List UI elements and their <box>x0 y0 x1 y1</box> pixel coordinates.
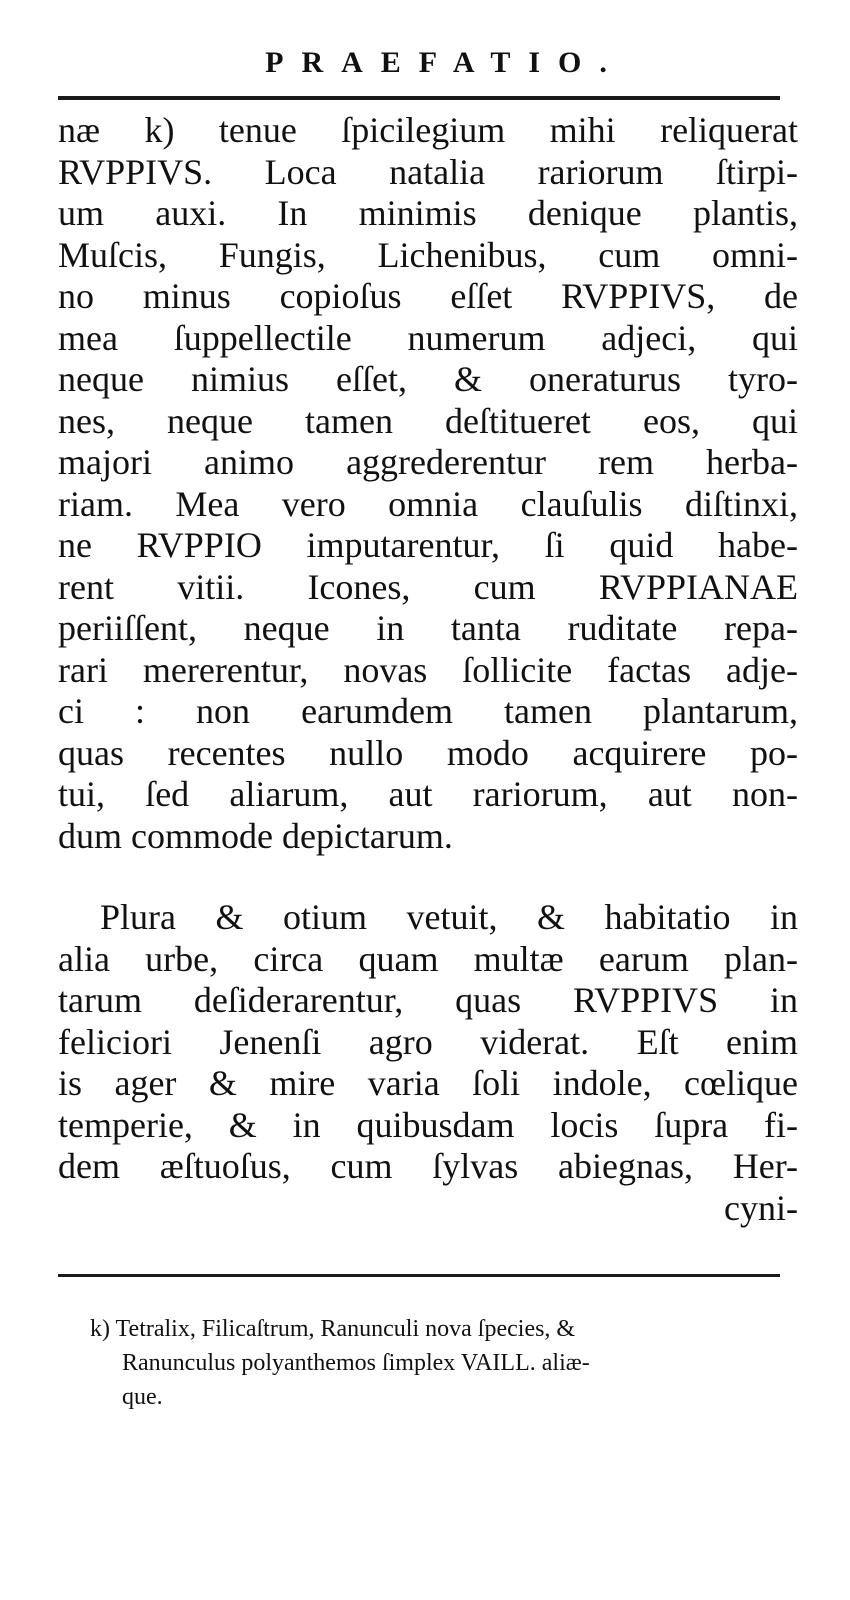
text-line: nes, neque tamen deſtitueret eos, qui <box>58 400 798 441</box>
text-line: tarum deſiderarentur, quas RVPPIVS in <box>58 980 798 1020</box>
header-rule <box>58 96 780 100</box>
text-line: mea ſuppellectile numerum adjeci, qui <box>58 317 798 358</box>
text-line: dem æſtuoſus, cum ſylvas abiegnas, Her- <box>58 1146 798 1186</box>
text-line: tui, ſed aliarum, aut rariorum, aut non- <box>58 774 798 814</box>
text-line: quas recentes nullo modo acquirere po- <box>58 732 798 773</box>
footnote-line: Ranunculus polyanthemos ſimplex VAILL. aliæ- <box>122 1350 590 1376</box>
text-line: RVPPIVS. Loca natalia rariorum ſtirpi- <box>58 151 798 192</box>
running-head: PRAEFATIO. <box>265 46 625 79</box>
text-line: is ager & mire varia ſoli indole, cœlique <box>58 1063 798 1103</box>
footnote-line: k) Tetralix, Filicaſtrum, Ranunculi nova ſpecies, & <box>90 1316 576 1342</box>
footnote <box>90 1312 790 1414</box>
text-line: ne RVPPIO imputarentur, ſi quid habe- <box>58 525 798 565</box>
text-line: no minus copioſus eſſet RVPPIVS, de <box>58 276 798 316</box>
text-line: næ k) tenue ſpicilegium mihi reliquerat <box>58 110 798 150</box>
text-line: Plura & otium vetuit, & habitatio in <box>100 897 798 937</box>
text-line: majori animo aggrederentur rem herba- <box>58 442 798 482</box>
text-line: Muſcis, Fungis, Lichenibus, cum omni- <box>58 234 798 275</box>
text-line: rari mererentur, novas ſollicite factas adje- <box>58 649 798 690</box>
text-line: feliciori Jenenſi agro viderat. Eſt enim <box>58 1021 798 1062</box>
catchword: cyni- <box>724 1187 798 1228</box>
text-line: um auxi. In minimis denique plantis, <box>58 193 798 233</box>
text-line: temperie, & in quibusdam locis ſupra fi- <box>58 1104 798 1145</box>
text-line: periiſſent, neque in tanta ruditate repa- <box>58 608 798 648</box>
text-line: alia urbe, circa quam multæ earum plan- <box>58 938 798 979</box>
text-line: neque nimius eſſet, & oneraturus tyro- <box>58 359 798 399</box>
body-text <box>58 110 798 1229</box>
footnote-line: que. <box>122 1384 163 1410</box>
paragraph-gap <box>58 857 798 897</box>
text-line: ci : non earumdem tamen plantarum, <box>58 691 798 731</box>
text-line: riam. Mea vero omnia clauſulis diſtinxi, <box>58 483 798 524</box>
text-line: dum commode depictarum. <box>58 815 453 856</box>
footnote-rule <box>58 1274 780 1277</box>
text-line: rent vitii. Icones, cum RVPPIANAE <box>58 566 798 607</box>
